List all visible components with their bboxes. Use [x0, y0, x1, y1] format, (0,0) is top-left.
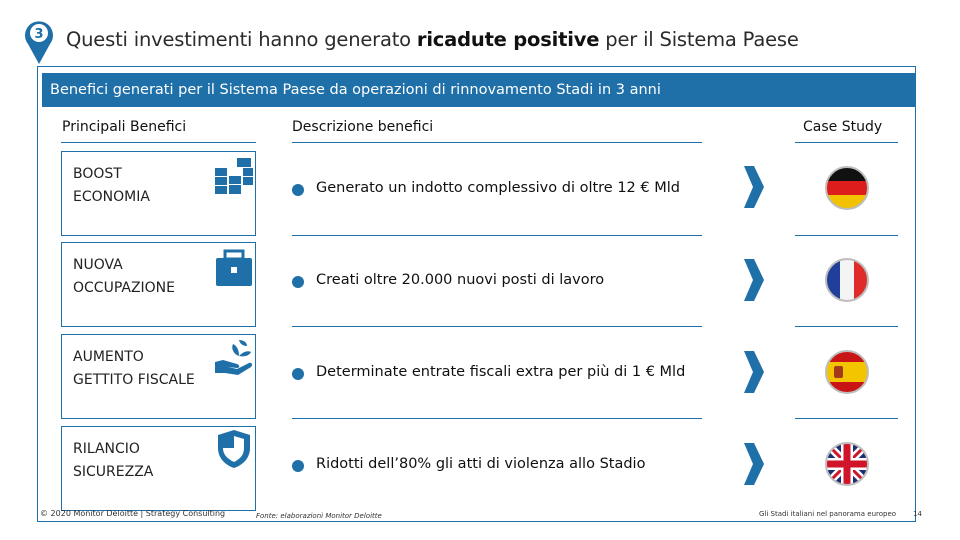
benefit-label: GETTITO FISCALE	[73, 372, 195, 388]
bullet-icon	[292, 184, 304, 196]
bullet-icon	[292, 276, 304, 288]
money-stacks-icon	[213, 154, 255, 196]
briefcase-icon	[213, 247, 255, 289]
chevron-right-icon	[741, 441, 767, 487]
row-divider	[292, 326, 702, 327]
benefit-description: Determinate entrate fiscali extra per più di 1 € Mld	[316, 364, 686, 380]
uk-flag-icon	[824, 441, 870, 487]
section-marker-icon	[24, 18, 54, 66]
chevron-right-icon	[741, 349, 767, 395]
column-underline	[292, 142, 702, 143]
row-divider	[795, 418, 898, 419]
chevron-right-icon	[741, 257, 767, 303]
benefit-label: ECONOMIA	[73, 189, 150, 205]
footer-copyright: © 2020 Monitor Deloitte | Strategy Consulting	[40, 509, 226, 518]
section-number: 3	[34, 27, 44, 42]
shield-icon	[213, 428, 255, 470]
benefit-label: OCCUPAZIONE	[73, 280, 175, 296]
row-divider	[795, 326, 898, 327]
benefit-label: SICUREZZA	[73, 464, 154, 480]
column-header-benefits: Principali Benefici	[62, 119, 187, 135]
page-title-emphasis: ricadute positive	[416, 28, 600, 51]
chevron-right-icon	[741, 164, 767, 210]
row-divider	[292, 235, 702, 236]
benefit-description: Generato un indotto complessivo di oltre 12 € Mld	[316, 180, 680, 196]
column-underline	[795, 142, 898, 143]
benefit-label: AUMENTO	[73, 349, 144, 365]
benefit-label: NUOVA	[73, 257, 123, 273]
page-number: 14	[913, 510, 922, 518]
footer-source: Fonte: elaborazioni Monitor Deloitte	[256, 512, 382, 520]
bullet-icon	[292, 368, 304, 380]
france-flag-icon	[824, 257, 870, 303]
benefit-description: Creati oltre 20.000 nuovi posti di lavoro	[316, 272, 605, 288]
row-divider	[795, 235, 898, 236]
banner: Benefici generati per il Sistema Paese da operazioni di rinnovamento Stadi in 3 anni	[42, 73, 916, 107]
footer-report-title: Gli Stadi italiani nel panorama europeo	[759, 510, 897, 518]
benefit-label: RILANCIO	[73, 441, 140, 457]
page-title: Questi investimenti hanno generato ricadute positive per il Sistema Paese	[66, 28, 799, 51]
germany-flag-icon	[824, 165, 870, 211]
row-divider	[292, 418, 702, 419]
column-header-case-study: Case Study	[803, 119, 883, 135]
hand-plant-icon	[213, 336, 255, 378]
column-underline	[61, 142, 256, 143]
benefit-label: BOOST	[73, 166, 122, 182]
spain-flag-icon	[824, 349, 870, 395]
benefit-description: Ridotti dell’80% gli atti di violenza allo Stadio	[316, 456, 646, 472]
bullet-icon	[292, 460, 304, 472]
column-header-description: Descrizione benefici	[292, 119, 434, 135]
